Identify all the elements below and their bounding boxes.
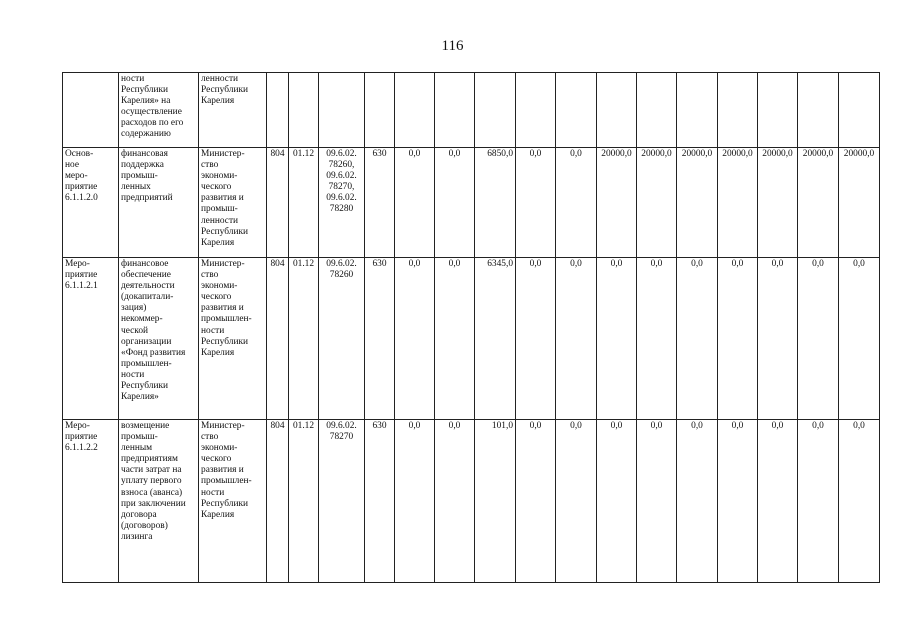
executor-cell: [199, 258, 267, 420]
cell-line: ности: [201, 487, 225, 498]
value-cell: 0,0: [556, 148, 597, 258]
value-cell: 0,0: [637, 258, 677, 420]
cell-line: меро-: [65, 171, 88, 182]
cell-line: 78280: [329, 204, 354, 215]
value-cell: [597, 73, 637, 148]
table-row: [63, 148, 880, 258]
cell-line: Меро-: [65, 259, 90, 269]
executor-cell: [199, 148, 267, 258]
rzpr-code-cell: 01.12: [289, 420, 319, 583]
cell-line: 09.6.02.: [326, 259, 357, 269]
cell-line: ство: [201, 270, 219, 281]
cell-line: 09.6.02.: [326, 193, 357, 204]
cell-line: ленности: [201, 215, 239, 226]
value-cell: 0,0: [677, 420, 718, 583]
value-cell: 0,0: [556, 258, 597, 420]
cell-line: 78270: [329, 432, 354, 443]
value-cell: 20000,0: [758, 148, 798, 258]
value-cell: [637, 73, 677, 148]
value-cell: [395, 73, 435, 148]
value-cell: [798, 73, 839, 148]
value-cell: 0,0: [839, 420, 880, 583]
cell-line: организации: [121, 336, 172, 347]
value-cell: 0,0: [718, 420, 758, 583]
cell-line: Республики: [201, 85, 249, 96]
value-cell: 20000,0: [839, 148, 880, 258]
cell-line: Карелия: [201, 96, 235, 107]
value-cell: 0,0: [597, 420, 637, 583]
cell-line: 09.6.02.: [326, 421, 357, 431]
table-row: [63, 73, 880, 148]
cell-line: развития и: [201, 193, 244, 204]
name-cell: [119, 258, 199, 420]
cell-line: «Фонд развития: [121, 347, 186, 358]
value-cell: [475, 73, 516, 148]
cell-line: ное: [65, 160, 79, 171]
budget-table: [62, 72, 880, 583]
value-cell: 20000,0: [637, 148, 677, 258]
cell-line: (договоров): [121, 520, 168, 531]
page-number: 116: [441, 38, 464, 54]
cell-line: поддержка: [121, 160, 164, 171]
cell-line: предприятиям: [121, 454, 178, 465]
csr-code-cell: [319, 420, 365, 583]
cell-line: 6.1.1.2.0: [65, 193, 98, 204]
cell-line: Меро-: [65, 421, 90, 431]
status-cell: [63, 73, 119, 148]
cell-line: ческого: [201, 182, 232, 193]
cell-line: содержанию: [121, 129, 171, 140]
cell-line: части затрат на: [121, 465, 182, 476]
cell-line: ство: [201, 432, 219, 443]
cell-line: промыш-: [121, 432, 158, 443]
vr-code-cell: 630: [365, 148, 395, 258]
table-row: [63, 420, 880, 583]
cell-line: Республики: [201, 226, 249, 237]
executor-cell: [199, 420, 267, 583]
value-cell: 0,0: [395, 148, 435, 258]
grbs-code-cell: 804: [267, 148, 289, 258]
cell-line: возмещение: [121, 421, 170, 431]
cell-line: развития и: [201, 465, 244, 476]
value-cell: 0,0: [395, 258, 435, 420]
cell-line: некоммер-: [121, 314, 163, 325]
value-cell: 0,0: [839, 258, 880, 420]
vr-code-cell: 630: [365, 420, 395, 583]
cell-line: развития и: [201, 303, 244, 314]
name-cell: [119, 73, 199, 148]
grbs-code-cell: [267, 73, 289, 148]
value-cell: 0,0: [758, 258, 798, 420]
value-cell: 6345,0: [475, 258, 516, 420]
value-cell: 20000,0: [677, 148, 718, 258]
vr-code-cell: [365, 73, 395, 148]
cell-line: 78260: [329, 270, 354, 281]
value-cell: [556, 73, 597, 148]
cell-line: взноса (аванса): [121, 487, 183, 498]
value-cell: 101,0: [475, 420, 516, 583]
cell-line: при заключении: [121, 498, 186, 509]
rzpr-code-cell: 01.12: [289, 148, 319, 258]
cell-line: приятие: [65, 182, 98, 193]
table-body: [63, 73, 880, 583]
name-cell: [119, 148, 199, 258]
value-cell: 0,0: [677, 258, 718, 420]
value-cell: 0,0: [435, 148, 475, 258]
value-cell: [677, 73, 718, 148]
csr-code-cell: [319, 148, 365, 258]
cell-line: финансовое: [121, 259, 169, 269]
cell-line: Карелия: [201, 237, 235, 248]
cell-line: приятие: [65, 432, 98, 443]
cell-line: промышлен-: [121, 358, 172, 369]
cell-line: Республики: [201, 336, 249, 347]
value-cell: 20000,0: [718, 148, 758, 258]
cell-line: 09.6.02.: [326, 171, 357, 182]
cell-line: Республики: [121, 85, 169, 96]
value-cell: [516, 73, 556, 148]
cell-line: 78270,: [328, 182, 355, 193]
cell-line: ческого: [201, 454, 232, 465]
cell-line: финансовая: [121, 149, 168, 159]
cell-line: экономи-: [201, 443, 238, 454]
cell-line: промыш-: [201, 204, 238, 215]
cell-line: лизинга: [121, 531, 153, 542]
cell-line: договора: [121, 509, 157, 520]
value-cell: 6850,0: [475, 148, 516, 258]
cell-line: осуществление: [121, 107, 182, 118]
cell-line: Карелия: [201, 347, 235, 358]
value-cell: 20000,0: [798, 148, 839, 258]
rzpr-code-cell: 01.12: [289, 258, 319, 420]
csr-code-cell: [319, 73, 365, 148]
value-cell: 0,0: [395, 420, 435, 583]
value-cell: 0,0: [597, 258, 637, 420]
value-cell: [839, 73, 880, 148]
cell-line: расходов по его: [121, 118, 184, 129]
value-cell: 0,0: [516, 420, 556, 583]
cell-line: экономи-: [201, 171, 238, 182]
cell-line: ности: [201, 325, 225, 336]
cell-line: промышлен-: [201, 476, 252, 487]
executor-cell: [199, 73, 267, 148]
cell-line: экономи-: [201, 281, 238, 292]
value-cell: 0,0: [637, 420, 677, 583]
cell-line: Министер-: [201, 421, 245, 431]
cell-line: ческого: [201, 292, 232, 303]
status-cell: [63, 420, 119, 583]
cell-line: ленных: [121, 182, 151, 193]
value-cell: [718, 73, 758, 148]
value-cell: 0,0: [435, 258, 475, 420]
value-cell: 0,0: [798, 420, 839, 583]
value-cell: [435, 73, 475, 148]
cell-line: предприятий: [121, 193, 173, 204]
cell-line: 6.1.1.2.1: [65, 281, 98, 292]
cell-line: деятельности: [121, 281, 175, 292]
cell-line: 09.6.02.: [326, 149, 357, 159]
cell-line: Республики: [201, 498, 249, 509]
cell-line: промыш-: [121, 171, 158, 182]
value-cell: 0,0: [798, 258, 839, 420]
grbs-code-cell: 804: [267, 258, 289, 420]
grbs-code-cell: 804: [267, 420, 289, 583]
table-row: [63, 258, 880, 420]
cell-line: (докапитали-: [121, 292, 174, 303]
cell-line: Карелия»: [121, 392, 159, 403]
cell-line: Основ-: [65, 149, 94, 159]
rzpr-code-cell: [289, 73, 319, 148]
cell-line: ленности: [201, 74, 239, 84]
cell-line: 6.1.1.2.2: [65, 443, 98, 454]
cell-line: ности: [121, 74, 145, 84]
cell-line: ленным: [121, 443, 153, 454]
cell-line: обеспечение: [121, 270, 171, 281]
value-cell: 0,0: [718, 258, 758, 420]
cell-line: промышлен-: [201, 314, 252, 325]
csr-code-cell: [319, 258, 365, 420]
value-cell: 0,0: [516, 148, 556, 258]
cell-line: ности: [121, 369, 145, 380]
value-cell: [758, 73, 798, 148]
cell-line: приятие: [65, 270, 98, 281]
cell-line: Министер-: [201, 149, 245, 159]
cell-line: Карелия» на: [121, 96, 171, 107]
cell-line: Карелия: [201, 509, 235, 520]
cell-line: Республики: [121, 381, 169, 392]
cell-line: зация): [121, 303, 147, 314]
name-cell: [119, 420, 199, 583]
cell-line: Министер-: [201, 259, 245, 269]
value-cell: 0,0: [435, 420, 475, 583]
cell-line: ческой: [121, 325, 149, 336]
value-cell: 0,0: [758, 420, 798, 583]
status-cell: [63, 258, 119, 420]
status-cell: [63, 148, 119, 258]
cell-line: ство: [201, 160, 219, 171]
value-cell: 0,0: [556, 420, 597, 583]
vr-code-cell: 630: [365, 258, 395, 420]
value-cell: 20000,0: [597, 148, 637, 258]
value-cell: 0,0: [516, 258, 556, 420]
cell-line: 78260,: [328, 160, 355, 171]
cell-line: уплату первого: [121, 476, 182, 487]
